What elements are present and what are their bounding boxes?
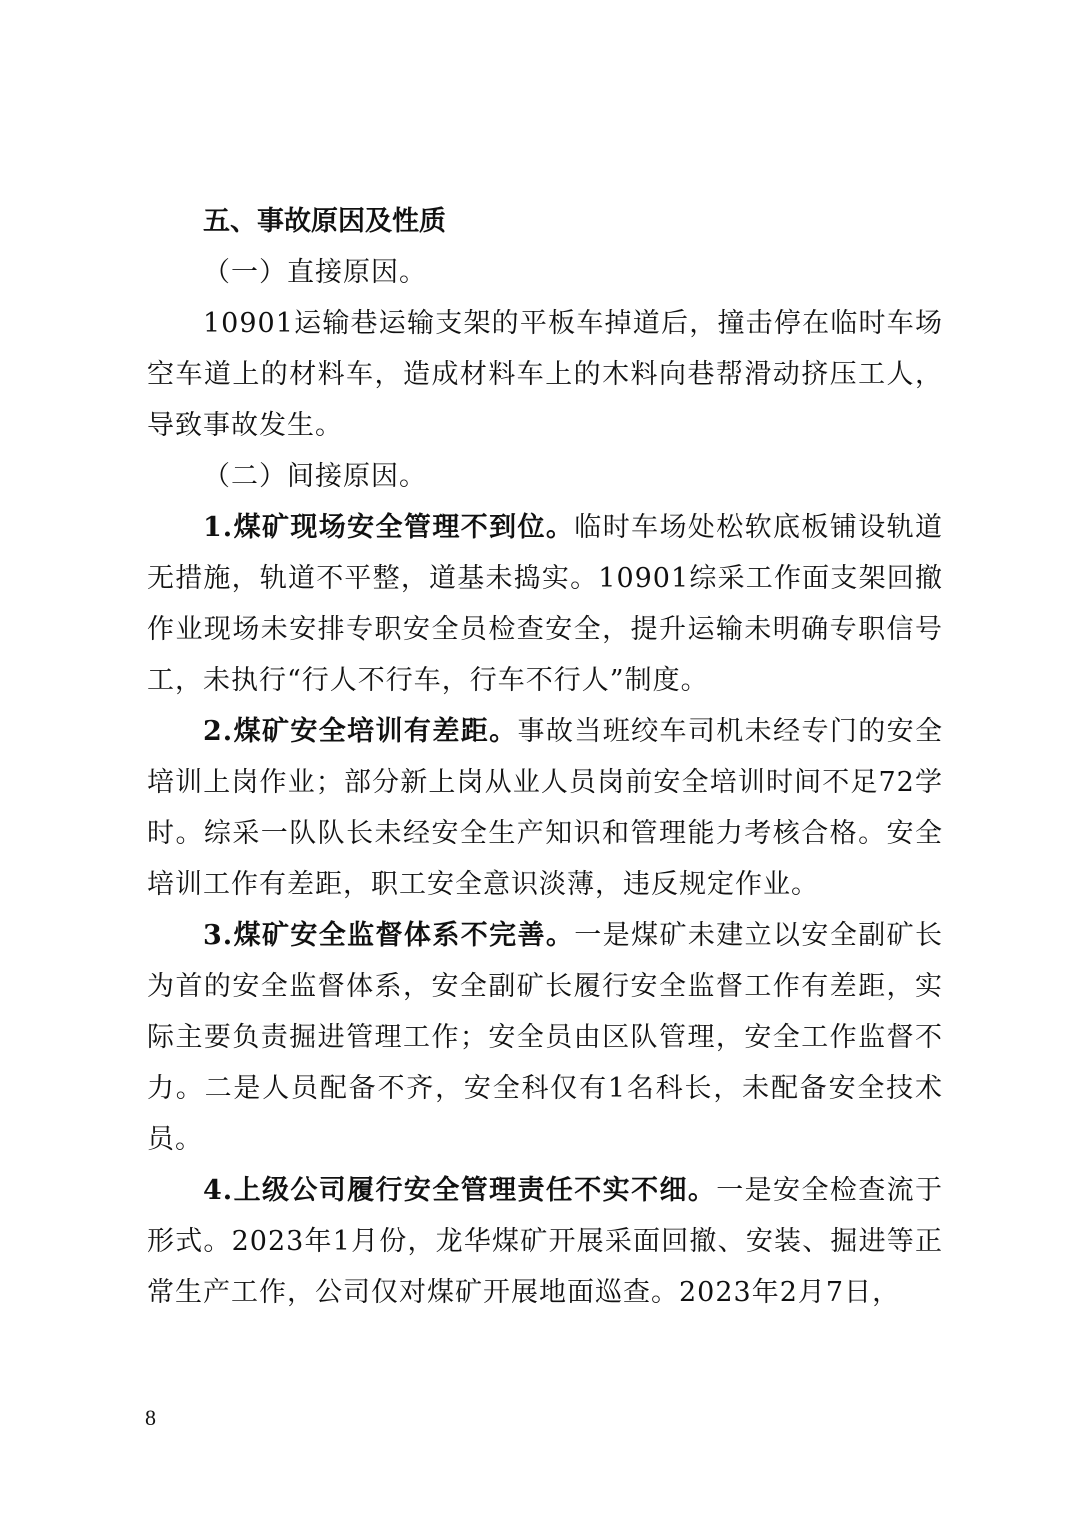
item-3-text: 一是煤矿未建立以安全副矿长为首的安全监督体系，安全副矿长履行安全监督工作有差距，实际主要负责掘进管理工作；安全员由区队管理，安全工作监督不力。二是人员配备不齐，安全科仅有1名科长，未配备安全技术员。 [147,920,944,1155]
indirect-item-4 [147,1165,943,1318]
item-1-text: 临时车场处松软底板铺设轨道无措施，轨道不平整，道基未捣实。10901综采工作面支架回撤作业现场未安排专职安全员检查安全，提升运输未明确专职信号工，未执行“行人不行车，行车不行人”制度。 [147,512,944,696]
item-2-lead: 2.煤矿安全培训有差距。 [203,716,518,747]
item-2-text: 事故当班绞车司机未经专门的安全培训上岗作业；部分新上岗从业人员岗前安全培训时间不足72学时。综采一队队长未经安全生产知识和管理能力考核合格。安全培训工作有差距，职工安全意识淡薄，违反规定作业。 [147,716,944,900]
indirect-item-1 [147,502,943,706]
item-4-text: 一是安全检查流于形式。2023年1月份，龙华煤矿开展采面回撤、安装、掘进等正常生产工作，公司仅对煤矿开展地面巡查。2023年2月7日， [147,1175,944,1308]
item-4-lead: 4.上级公司履行安全管理责任不实不细。 [203,1175,717,1206]
item-3-lead: 3.煤矿安全监督体系不完善。 [203,920,575,951]
indirect-cause-heading: （二）间接原因。 [203,461,427,492]
item-1-lead: 1.煤矿现场安全管理不到位。 [203,512,575,543]
direct-cause-heading: （一）直接原因。 [203,257,427,288]
page-content [147,196,943,1318]
page-number: 8 [145,1405,156,1430]
direct-cause-text: 10901运输巷运输支架的平板车掉道后，撞击停在临时车场空车道上的材料车，造成材料车上的木料向巷帮滑动挤压工人，导致事故发生。 [147,308,943,441]
indirect-item-2 [147,706,943,910]
section-title: 五、事故原因及性质 [203,206,446,237]
indirect-item-3 [147,910,943,1165]
